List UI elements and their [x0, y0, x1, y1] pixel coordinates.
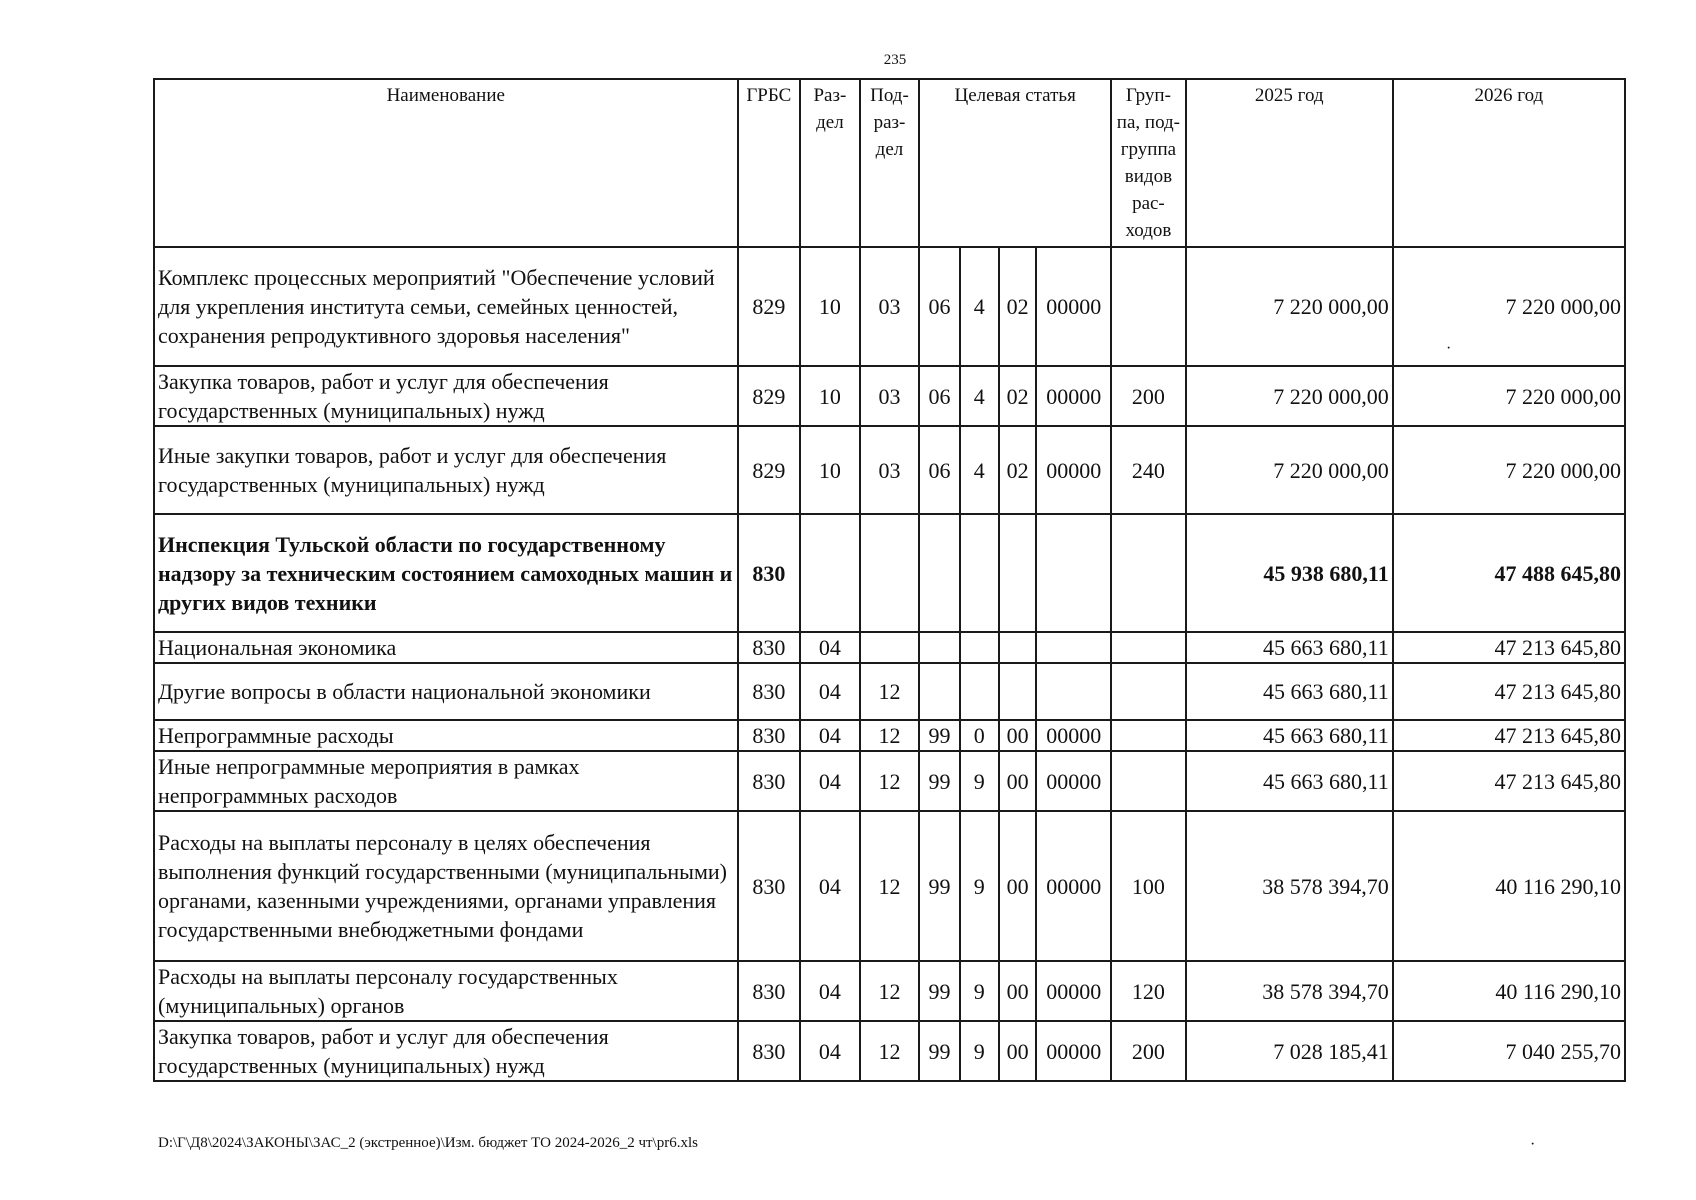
cell-podrazdel: 12	[860, 663, 920, 720]
cell-podrazdel: 03	[860, 366, 920, 426]
cell-cs3: 02	[999, 247, 1036, 366]
header-podrazdel: Под- раз- дел	[860, 79, 920, 247]
cell-gruppa: 240	[1111, 426, 1186, 514]
cell-cs1: 99	[919, 751, 959, 811]
table-row	[154, 514, 1625, 632]
cell-y2026: 7 220 000,00	[1393, 247, 1625, 366]
footer-file-path: D:\Г\Д8\2024\ЗАКОНЫ\ЗАС_2 (экстренное)\Изм. бюджет ТО 2024-2026_2 чт\pr6.xls	[158, 1135, 698, 1151]
cell-name: Закупка товаров, работ и услуг для обеспечения государственных (муниципальных) нужд	[154, 1021, 738, 1081]
cell-cs4: 00000	[1036, 751, 1111, 811]
cell-cs2: 4	[960, 426, 999, 514]
header-2025: 2025 год	[1186, 79, 1393, 247]
cell-gruppa	[1111, 751, 1186, 811]
cell-cs4	[1036, 632, 1111, 663]
cell-cs3	[999, 632, 1036, 663]
cell-gruppa	[1111, 247, 1186, 366]
cell-grbs: 830	[738, 514, 801, 632]
cell-cs1: 99	[919, 1021, 959, 1081]
cell-cs2: 0	[960, 720, 999, 751]
cell-cs4: 00000	[1036, 961, 1111, 1021]
cell-cs2	[960, 663, 999, 720]
table-row	[154, 961, 1625, 1021]
cell-y2026: 7 220 000,00	[1393, 366, 1625, 426]
page-number: 235	[883, 52, 907, 68]
cell-cs2: 9	[960, 751, 999, 811]
cell-name: Комплекс процессных мероприятий "Обеспечение условий для укрепления института семьи, семейных ценностей, сохранения репродуктивного здоровья населения"	[154, 247, 738, 366]
cell-cs3	[999, 514, 1036, 632]
cell-podrazdel: 12	[860, 751, 920, 811]
cell-cs3: 00	[999, 751, 1036, 811]
header-gruppa: Груп- па, под- группа видов рас- ходов	[1111, 79, 1186, 247]
cell-gruppa	[1111, 663, 1186, 720]
cell-cs1: 99	[919, 720, 959, 751]
header-tselevaya-statya: Целевая статья	[919, 79, 1111, 247]
cell-gruppa: 200	[1111, 1021, 1186, 1081]
cell-cs3	[999, 663, 1036, 720]
cell-y2026: 47 213 645,80	[1393, 632, 1625, 663]
cell-grbs: 830	[738, 1021, 801, 1081]
cell-cs1: 99	[919, 961, 959, 1021]
cell-gruppa: 200	[1111, 366, 1186, 426]
cell-y2025: 7 220 000,00	[1186, 247, 1393, 366]
table-row	[154, 632, 1625, 663]
cell-cs3: 02	[999, 366, 1036, 426]
speck-mark: ·	[1530, 1136, 1536, 1153]
cell-y2025: 38 578 394,70	[1186, 811, 1393, 961]
cell-cs1: 06	[919, 247, 959, 366]
cell-razdel: 04	[800, 720, 860, 751]
cell-razdel: 10	[800, 366, 860, 426]
cell-razdel: 04	[800, 751, 860, 811]
cell-y2026: 47 213 645,80	[1393, 663, 1625, 720]
cell-cs3: 00	[999, 811, 1036, 961]
cell-y2025: 38 578 394,70	[1186, 961, 1393, 1021]
cell-gruppa: 100	[1111, 811, 1186, 961]
cell-razdel: 04	[800, 663, 860, 720]
cell-podrazdel: 12	[860, 1021, 920, 1081]
cell-name: Иные непрограммные мероприятия в рамках непрограммных расходов	[154, 751, 738, 811]
table-row	[154, 811, 1625, 961]
cell-cs2: 9	[960, 961, 999, 1021]
cell-podrazdel	[860, 514, 920, 632]
cell-razdel: 04	[800, 961, 860, 1021]
cell-gruppa	[1111, 514, 1186, 632]
cell-cs4: 00000	[1036, 811, 1111, 961]
speck-mark: ·	[1446, 340, 1452, 357]
cell-y2026: 7 040 255,70	[1393, 1021, 1625, 1081]
cell-gruppa	[1111, 632, 1186, 663]
cell-name: Расходы на выплаты персоналу в целях обеспечения выполнения функций государственными (муниципальными) органами, казенными учреждениями, органами управления государственными внебюджетными фондами	[154, 811, 738, 961]
cell-podrazdel: 12	[860, 720, 920, 751]
cell-razdel: 04	[800, 632, 860, 663]
cell-cs4: 00000	[1036, 247, 1111, 366]
cell-razdel	[800, 514, 860, 632]
budget-table	[153, 78, 1626, 1082]
cell-cs2: 9	[960, 1021, 999, 1081]
cell-cs1: 99	[919, 811, 959, 961]
cell-gruppa: 120	[1111, 961, 1186, 1021]
cell-cs1: 06	[919, 366, 959, 426]
cell-cs4	[1036, 514, 1111, 632]
cell-razdel: 10	[800, 247, 860, 366]
cell-grbs: 830	[738, 663, 801, 720]
cell-y2026: 7 220 000,00	[1393, 426, 1625, 514]
cell-y2025: 45 938 680,11	[1186, 514, 1393, 632]
cell-y2025: 7 220 000,00	[1186, 366, 1393, 426]
cell-cs2: 4	[960, 247, 999, 366]
header-name: Наименование	[154, 79, 738, 247]
cell-name: Иные закупки товаров, работ и услуг для обеспечения государственных (муниципальных) нужд	[154, 426, 738, 514]
cell-cs2: 4	[960, 366, 999, 426]
cell-grbs: 830	[738, 632, 801, 663]
cell-name: Непрограммные расходы	[154, 720, 738, 751]
cell-y2026: 40 116 290,10	[1393, 961, 1625, 1021]
table-row	[154, 426, 1625, 514]
cell-razdel: 10	[800, 426, 860, 514]
cell-podrazdel: 12	[860, 961, 920, 1021]
header-grbs: ГРБС	[738, 79, 801, 247]
cell-name: Расходы на выплаты персоналу государственных (муниципальных) органов	[154, 961, 738, 1021]
cell-podrazdel: 03	[860, 426, 920, 514]
cell-cs1: 06	[919, 426, 959, 514]
table-row	[154, 663, 1625, 720]
table-row	[154, 751, 1625, 811]
cell-y2025: 7 028 185,41	[1186, 1021, 1393, 1081]
cell-name: Другие вопросы в области национальной экономики	[154, 663, 738, 720]
cell-y2025: 45 663 680,11	[1186, 663, 1393, 720]
cell-cs2: 9	[960, 811, 999, 961]
cell-cs3: 00	[999, 720, 1036, 751]
cell-grbs: 829	[738, 366, 801, 426]
cell-y2026: 40 116 290,10	[1393, 811, 1625, 961]
cell-razdel: 04	[800, 1021, 860, 1081]
cell-name: Инспекция Тульской области по государственному надзору за техническим состоянием самоходных машин и других видов техники	[154, 514, 738, 632]
cell-grbs: 830	[738, 961, 801, 1021]
cell-grbs: 830	[738, 720, 801, 751]
cell-grbs: 830	[738, 811, 801, 961]
cell-cs4: 00000	[1036, 1021, 1111, 1081]
cell-name: Закупка товаров, работ и услуг для обеспечения государственных (муниципальных) нужд	[154, 366, 738, 426]
cell-y2026: 47 213 645,80	[1393, 720, 1625, 751]
cell-grbs: 830	[738, 751, 801, 811]
cell-y2025: 45 663 680,11	[1186, 751, 1393, 811]
cell-cs4: 00000	[1036, 426, 1111, 514]
header-row	[154, 79, 1625, 247]
header-2026: 2026 год	[1393, 79, 1625, 247]
cell-podrazdel: 12	[860, 811, 920, 961]
cell-grbs: 829	[738, 426, 801, 514]
cell-cs3: 00	[999, 961, 1036, 1021]
cell-podrazdel	[860, 632, 920, 663]
cell-cs3: 00	[999, 1021, 1036, 1081]
cell-name: Национальная экономика	[154, 632, 738, 663]
cell-y2025: 45 663 680,11	[1186, 632, 1393, 663]
table-row	[154, 1021, 1625, 1081]
cell-razdel: 04	[800, 811, 860, 961]
cell-y2026: 47 488 645,80	[1393, 514, 1625, 632]
cell-cs4: 00000	[1036, 366, 1111, 426]
cell-cs2	[960, 632, 999, 663]
cell-cs1	[919, 514, 959, 632]
cell-cs1	[919, 663, 959, 720]
cell-podrazdel: 03	[860, 247, 920, 366]
table-row	[154, 720, 1625, 751]
cell-y2025: 45 663 680,11	[1186, 720, 1393, 751]
cell-cs2	[960, 514, 999, 632]
cell-gruppa	[1111, 720, 1186, 751]
cell-cs4: 00000	[1036, 720, 1111, 751]
cell-y2026: 47 213 645,80	[1393, 751, 1625, 811]
table-row	[154, 366, 1625, 426]
cell-cs3: 02	[999, 426, 1036, 514]
cell-cs4	[1036, 663, 1111, 720]
header-razdel: Раз- дел	[800, 79, 860, 247]
table-row	[154, 247, 1625, 366]
cell-y2025: 7 220 000,00	[1186, 426, 1393, 514]
cell-cs1	[919, 632, 959, 663]
cell-grbs: 829	[738, 247, 801, 366]
